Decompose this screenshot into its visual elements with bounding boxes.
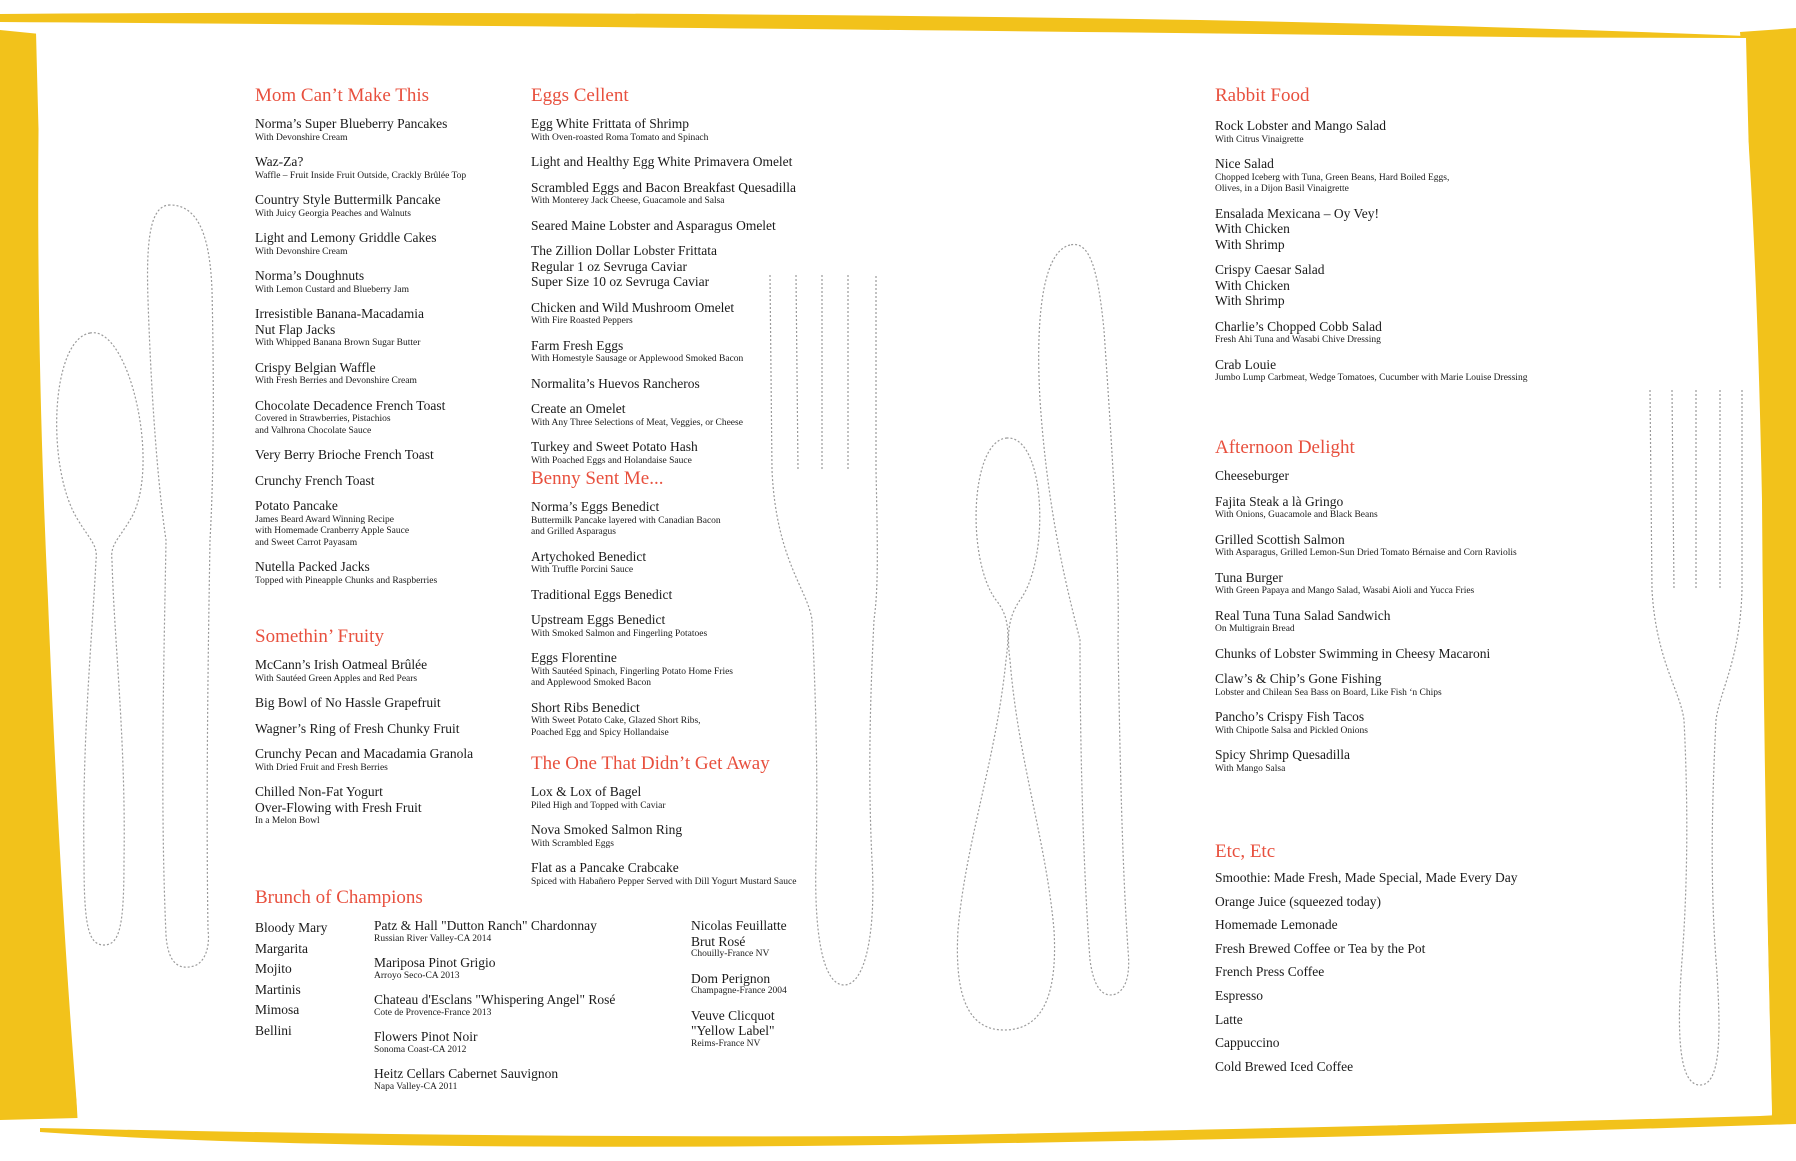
section-rabbit-food [1215, 84, 1595, 385]
menu-item-name: Chilled Non-Fat Yogurt Over-Flowing with Fresh Fruit [255, 784, 422, 815]
menu-item [255, 268, 505, 296]
menu-item-description: With Sweet Potato Cake, Glazed Short Ribs, Poached Egg and Spicy Hollandaise [531, 716, 701, 738]
wine-origin: Arroyo Seco-CA 2013 [374, 970, 460, 981]
menu-item-description: Piled High and Topped with Caviar [531, 800, 666, 811]
menu-item-description: With Fresh Berries and Devonshire Cream [255, 376, 417, 386]
menu-item-name: Fajita Steak a là Gringo [1215, 493, 1344, 509]
section-title: Benny Sent Me... [531, 468, 664, 489]
sparkling-origin: Chouilly-France NV [691, 949, 770, 959]
menu-item-name: Grilled Scottish Salmon [1215, 531, 1345, 547]
menu-item-name: Very Berry Brioche French Toast [255, 447, 434, 462]
menu-item-name: Waz-Za? [255, 154, 304, 169]
menu-item [1215, 319, 1595, 347]
menu-item [255, 306, 505, 350]
menu-list [1215, 118, 1595, 385]
menu-item-description: With Poached Eggs and Holandaise Sauce [531, 455, 692, 466]
menu-item [1215, 646, 1595, 662]
menu-item-name: Pancho’s Crispy Fish Tacos [1215, 709, 1365, 724]
menu-item [531, 154, 851, 170]
cocktail-item: Bloody Mary [255, 920, 328, 935]
menu-item [255, 657, 515, 685]
menu-item-name: Upstream Eggs Benedict [531, 612, 666, 627]
menu-item-description: With Fire Roasted Peppers [531, 316, 633, 326]
menu-item [255, 559, 505, 587]
menu-item-name: Egg White Frittata of Shrimp [531, 116, 689, 131]
wine-name: Mariposa Pinot Grigio [374, 955, 496, 970]
menu-item-description: Covered in Strawberries, Pistachios and Valhrona Chocolate Sauce [255, 414, 391, 436]
menu-item [255, 784, 515, 828]
menu-item [531, 784, 851, 812]
menu-item-description: With Lemon Custard and Blueberry Jam [255, 284, 409, 295]
menu-item [1215, 671, 1595, 699]
menu-item-name: Nova Smoked Salmon Ring [531, 822, 683, 837]
menu-item [531, 338, 851, 366]
cocktail-item: Mojito [255, 961, 292, 977]
section-title: The One That Didn’t Get Away [531, 753, 770, 774]
menu-item-description: With Whipped Banana Brown Sugar Butter [255, 338, 421, 348]
menu-item-description: In a Melon Bowl [255, 816, 320, 826]
menu-item-name: Eggs Florentine [531, 650, 617, 665]
sparkling-origin: Champagne-France 2004 [691, 986, 787, 996]
menu-item-description: Topped with Pineapple Chunks and Raspberries [255, 575, 438, 586]
section-eggs-cellent [531, 84, 851, 467]
menu-item-name: Crispy Caesar Salad With Chicken With Shrimp [1215, 262, 1325, 308]
menu-item [531, 499, 851, 539]
wine-name: Heitz Cellars Cabernet Sauvignon [374, 1066, 559, 1081]
menu-item [255, 721, 515, 737]
section-title: Eggs Cellent [531, 85, 629, 106]
menu-item-description: With Dried Fruit and Fresh Berries [255, 762, 388, 773]
wine-origin: Sonoma Coast-CA 2012 [374, 1044, 467, 1055]
menu-item-description: Buttermilk Pancake layered with Canadian Bacon and Grilled Asparagus [531, 515, 721, 537]
menu-item [1215, 468, 1595, 484]
menu-item-name: Flat as a Pancake Crabcake [531, 860, 679, 875]
beverage-item: Homemade Lemonade [1215, 917, 1338, 933]
menu-item-description: Jumbo Lump Carbmeat, Wedge Tomatoes, Cucumber with Marie Louise Dressing [1215, 373, 1528, 383]
menu-item-name: Norma’s Eggs Benedict [531, 499, 660, 514]
menu-item-name: Chicken and Wild Mushroom Omelet [531, 299, 735, 315]
wine-origin: Russian River Valley-CA 2014 [374, 933, 492, 944]
section-title: Mom Can’t Make This [255, 85, 429, 106]
menu-item [1215, 570, 1595, 598]
column-3 [1215, 84, 1595, 1074]
menu-item-description: Spiced with Habañero Pepper Served with Dill Yogurt Mustard Sauce [531, 876, 797, 887]
menu-item [1215, 262, 1595, 309]
cocktail-item: Mimosa [255, 1002, 300, 1018]
beverage-item: Fresh Brewed Coffee or Tea by the Pot [1215, 940, 1426, 956]
menu-item [531, 822, 851, 850]
menu-item-name: Crispy Belgian Waffle [255, 359, 376, 375]
menu-item [255, 473, 505, 489]
sparkling-item [691, 971, 881, 998]
menu-item [531, 376, 851, 392]
section-title: Etc, Etc [1215, 841, 1276, 862]
menu-item-name: Cheeseburger [1215, 468, 1289, 483]
wine-item [374, 955, 674, 982]
section-brunch-of-champions [255, 886, 875, 1092]
menu-list [531, 784, 851, 888]
menu-item [531, 587, 851, 603]
menu-item-description: With Sautéed Green Apples and Red Pears [255, 673, 418, 684]
menu-item-name: McCann’s Irish Oatmeal Brûlée [255, 657, 428, 672]
section-the-one-that-didnt-get-away [531, 752, 851, 898]
wine-item [374, 918, 674, 945]
wine-list [374, 918, 674, 1103]
sparkling-name: Dom Perignon [691, 970, 771, 986]
menu-item-name: Lox & Lox of Bagel [531, 784, 642, 799]
menu-item-description: With Mango Salsa [1215, 763, 1286, 774]
menu-list [255, 657, 515, 828]
menu-item [255, 154, 505, 182]
menu-item-name: Crab Louie [1215, 356, 1277, 372]
menu-item [1215, 156, 1595, 196]
menu-item-name: The Zillion Dollar Lobster Frittata Regular 1 oz Sevruga Caviar Super Size 10 oz Sevruga Caviar [531, 243, 717, 289]
beverage-item: Espresso [1215, 987, 1263, 1003]
menu-list [531, 499, 851, 739]
menu-item-name: Norma’s Doughnuts [255, 268, 365, 283]
menu-item-description: Waffle – Fruit Inside Fruit Outside, Crackly Brûlée Top [255, 170, 467, 181]
section-somethin-fruity [255, 625, 515, 838]
wine-name: Flowers Pinot Noir [374, 1029, 478, 1044]
sparkling-list [691, 918, 881, 1060]
menu-item-description: Lobster and Chilean Sea Bass on Board, Like Fish ‘n Chips [1215, 687, 1442, 698]
beverage-item: Cold Brewed Iced Coffee [1215, 1058, 1354, 1074]
menu-item-description: With Homestyle Sausage or Applewood Smoked Bacon [531, 354, 744, 364]
menu-item-name: Traditional Eggs Benedict [531, 586, 673, 602]
wine-item [374, 1029, 674, 1056]
menu-item [531, 180, 851, 208]
menu-item-name: Create an Omelet [531, 401, 626, 416]
menu-item-name: Nice Salad [1215, 156, 1274, 171]
menu-item [531, 116, 851, 144]
menu-item-name: Real Tuna Tuna Salad Sandwich [1215, 607, 1391, 623]
section-title: Brunch of Champions [255, 887, 423, 908]
menu-item-description: On Multigrain Bread [1215, 624, 1295, 634]
menu-item-name: Spicy Shrimp Quesadilla [1215, 747, 1350, 762]
menu-item [531, 401, 851, 429]
menu-item [255, 398, 505, 438]
menu-item-name: Norma’s Super Blueberry Pancakes [255, 116, 448, 131]
column-2 [531, 84, 851, 887]
menu-list [531, 116, 851, 467]
menu-item [1215, 608, 1595, 636]
menu-item-description: James Beard Award Winning Recipe with Homemade Cranberry Apple Sauce and Sweet Carrot Payasam [255, 514, 410, 548]
menu-item-description: With Chipotle Salsa and Pickled Onions [1215, 725, 1368, 736]
menu-item-description: With Green Papaya and Mango Salad, Wasabi Aioli and Yucca Fries [1215, 586, 1475, 596]
cocktail-item: Margarita [255, 940, 308, 956]
menu-item-name: Crunchy Pecan and Macadamia Granola [255, 746, 474, 761]
menu-item [531, 549, 851, 577]
section-etc-etc [1215, 840, 1595, 1078]
section-title: Somethin’ Fruity [255, 626, 384, 647]
menu-item [531, 439, 851, 467]
menu-item-name: Potato Pancake [255, 498, 338, 513]
menu-item-name: Light and Lemony Griddle Cakes [255, 230, 437, 245]
beverage-item: French Press Coffee [1215, 964, 1325, 980]
menu-item [255, 447, 505, 463]
beverage-item: Cappuccino [1215, 1035, 1280, 1051]
menu-item-description: With Sautéed Spinach, Fingerling Potato Home Fries and Applewood Smoked Bacon [531, 666, 733, 688]
menu-item-name: Wagner’s Ring of Fresh Chunky Fruit [255, 720, 460, 736]
menu-item-name: Artychoked Benedict [531, 548, 647, 564]
menu-item [531, 218, 851, 234]
menu-item-name: Short Ribs Benedict [531, 699, 640, 715]
menu-item [1215, 206, 1595, 253]
beverage-item: Latte [1215, 1011, 1243, 1027]
wine-item [374, 1066, 674, 1093]
menu-item-description: With Devonshire Cream [255, 246, 348, 257]
menu-item [255, 230, 505, 258]
menu-item-name: Normalita’s Huevos Rancheros [531, 375, 700, 391]
wine-item [374, 992, 674, 1019]
cocktail-item: Martinis [255, 981, 301, 997]
menu-item-name: Ensalada Mexicana – Oy Vey! With Chicken With Shrimp [1215, 205, 1379, 252]
cocktail-item: Bellini [255, 1022, 292, 1038]
menu-item-description: With Citrus Vinaigrette [1215, 134, 1304, 145]
sparkling-item [691, 1008, 881, 1051]
menu-item [255, 695, 515, 711]
menu-item-description: With Scrambled Eggs [531, 838, 614, 849]
menu-item-name: Chunks of Lobster Swimming in Cheesy Macaroni [1215, 645, 1491, 661]
section-mom-cant-make-this [255, 84, 505, 587]
menu-item [255, 498, 505, 549]
menu-item-description: Chopped Iceberg with Tuna, Green Beans, Hard Boiled Eggs, Olives, in a Dijon Basil Vinaigrette [1215, 172, 1450, 194]
menu-item [1215, 532, 1595, 560]
column-1 [255, 84, 505, 826]
menu-item [531, 243, 851, 290]
menu-item-name: Crunchy French Toast [255, 472, 375, 488]
beverage-item: Orange Juice (squeezed today) [1215, 893, 1382, 909]
menu-item [531, 700, 851, 740]
etc-list [1215, 866, 1595, 1078]
menu-item [531, 860, 851, 888]
menu-list [255, 116, 505, 587]
menu-item-name: Chocolate Decadence French Toast [255, 397, 446, 413]
menu-item-name: Nutella Packed Jacks [255, 559, 370, 574]
section-afternoon-delight [1215, 436, 1595, 785]
menu-item-name: Charlie’s Chopped Cobb Salad [1215, 318, 1382, 334]
menu-item-description: With Oven-roasted Roma Tomato and Spinach [531, 132, 709, 143]
menu-item [531, 612, 851, 640]
menu-item-name: Light and Healthy Egg White Primavera Omelet [531, 154, 793, 169]
wine-name: Patz & Hall "Dutton Ranch" Chardonnay [374, 918, 597, 933]
menu-item [255, 192, 505, 220]
menu-item [1215, 357, 1595, 385]
menu-item-description: With Truffle Porcini Sauce [531, 565, 634, 575]
menu-item-name: Scrambled Eggs and Bacon Breakfast Quesadilla [531, 179, 797, 195]
menu-item-description: With Onions, Guacamole and Black Beans [1215, 510, 1378, 520]
section-benny-sent-me [531, 467, 851, 749]
menu-item-description: With Asparagus, Grilled Lemon-Sun Dried Tomato Bérnaise and Corn Raviolis [1215, 548, 1517, 558]
menu-item [255, 360, 505, 388]
cocktail-list [255, 918, 365, 1042]
menu-item-name: Turkey and Sweet Potato Hash [531, 439, 698, 454]
menu-item-name: Rock Lobster and Mango Salad [1215, 118, 1386, 133]
wine-name: Chateau d'Esclans "Whispering Angel" Rosé [374, 992, 616, 1007]
menu-item-description: With Smoked Salmon and Fingerling Potatoes [531, 628, 708, 639]
menu-item [1215, 494, 1595, 522]
wine-origin: Napa Valley-CA 2011 [374, 1081, 458, 1092]
menu-item-description: With Any Three Selections of Meat, Veggies, or Cheese [531, 417, 743, 428]
sparkling-name: Veuve Clicquot "Yellow Label" [691, 1007, 775, 1038]
menu-item-name: Farm Fresh Eggs [531, 337, 624, 353]
sparkling-item [691, 918, 881, 961]
menu-item [255, 746, 515, 774]
menu-item [1215, 709, 1595, 737]
menu-item-description: With Monterey Jack Cheese, Guacamole and Salsa [531, 196, 725, 206]
menu-item [1215, 118, 1595, 146]
menu-item-description: With Juicy Georgia Peaches and Walnuts [255, 208, 412, 219]
sparkling-name: Nicolas Feuillatte Brut Rosé [691, 918, 787, 949]
menu-item [1215, 747, 1595, 775]
menu-item-name: Seared Maine Lobster and Asparagus Omelet [531, 217, 776, 233]
menu-item-name: Country Style Buttermilk Pancake [255, 192, 441, 207]
menu-item-name: Claw’s & Chip’s Gone Fishing [1215, 671, 1382, 686]
menu-item-name: Irresistible Banana-Macadamia Nut Flap Jacks [255, 306, 425, 337]
menu-list [1215, 468, 1595, 775]
section-title: Afternoon Delight [1215, 437, 1355, 458]
menu-item-description: Fresh Ahi Tuna and Wasabi Chive Dressing [1215, 335, 1381, 345]
section-title: Rabbit Food [1215, 85, 1310, 106]
menu-item [531, 300, 851, 328]
menu-item-name: Big Bowl of No Hassle Grapefruit [255, 695, 441, 710]
menu-item [531, 650, 851, 690]
menu-item-description: With Devonshire Cream [255, 132, 348, 143]
beverage-item: Smoothie: Made Fresh, Made Special, Made Every Day [1215, 870, 1518, 885]
sparkling-origin: Reims-France NV [691, 1038, 761, 1049]
menu-item [255, 116, 505, 144]
menu-item-name: Tuna Burger [1215, 569, 1283, 585]
wine-origin: Cote de Provence-France 2013 [374, 1007, 492, 1018]
